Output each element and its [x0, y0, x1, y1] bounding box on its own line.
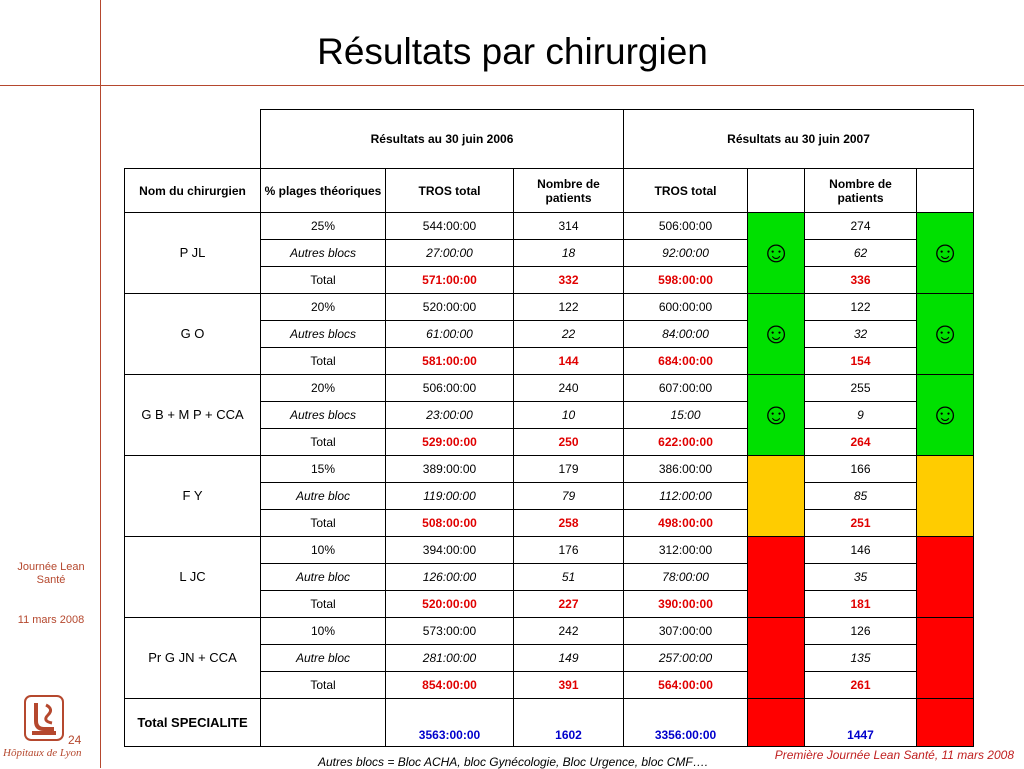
patients-2007-cell: 126: [805, 618, 917, 645]
tros-2007-cell: 257:00:00: [624, 645, 748, 672]
page-number: 24: [68, 733, 82, 747]
tros-2007-cell: 84:00:00: [624, 321, 748, 348]
patients-2007-cell: 274: [805, 213, 917, 240]
tros-2006-cell: 854:00:00: [386, 672, 514, 699]
col-header-patients-2007: Nombre de patients: [805, 169, 917, 213]
patients-2006-cell: 179: [514, 456, 624, 483]
patients-2006-cell: 144: [514, 348, 624, 375]
footer-note: Première Journée Lean Santé, 11 mars 2008: [774, 748, 1014, 762]
tros-2006-cell: 61:00:00: [386, 321, 514, 348]
patients-2007-cell: 62: [805, 240, 917, 267]
tros-2007-cell: 390:00:00: [624, 591, 748, 618]
row-label: Autres blocs: [261, 402, 386, 429]
status-tros-cell: [748, 537, 805, 618]
row-label: Autre bloc: [261, 645, 386, 672]
specialite-patients-2006: 1602: [514, 699, 624, 747]
status-tros-cell: [748, 456, 805, 537]
tros-2007-cell: 622:00:00: [624, 429, 748, 456]
specialite-status-patients: [917, 699, 974, 747]
col-header-status-patients: [917, 169, 974, 213]
patients-2006-cell: 79: [514, 483, 624, 510]
tros-2007-cell: 684:00:00: [624, 348, 748, 375]
status-patients-cell: [917, 618, 974, 699]
surgeon-name: Pr G JN + CCA: [125, 618, 261, 699]
row-label: 10%: [261, 618, 386, 645]
row-label: Total: [261, 348, 386, 375]
specialite-plages-cell: [261, 699, 386, 747]
row-label: 20%: [261, 375, 386, 402]
patients-2006-cell: 391: [514, 672, 624, 699]
status-tros-cell: ☺: [748, 294, 805, 375]
hospital-logo-icon: [24, 695, 64, 741]
tros-2007-cell: 312:00:00: [624, 537, 748, 564]
patients-2007-cell: 181: [805, 591, 917, 618]
row-label: Autres blocs: [261, 321, 386, 348]
row-label: Total: [261, 591, 386, 618]
tros-2006-cell: 394:00:00: [386, 537, 514, 564]
tros-2007-cell: 564:00:00: [624, 672, 748, 699]
patients-2007-cell: 336: [805, 267, 917, 294]
row-label: Total: [261, 510, 386, 537]
table-row: [125, 294, 974, 321]
event-date: 11 mars 2008: [17, 614, 85, 626]
surgeon-name: L JC: [125, 537, 261, 618]
tros-2007-cell: 600:00:00: [624, 294, 748, 321]
tros-2007-cell: 112:00:00: [624, 483, 748, 510]
row-label: 10%: [261, 537, 386, 564]
table-row: [125, 456, 974, 483]
group-header-2006: Résultats au 30 juin 2006: [261, 110, 624, 169]
specialite-total-row: [125, 699, 974, 747]
tros-2007-cell: 78:00:00: [624, 564, 748, 591]
patients-2007-cell: 154: [805, 348, 917, 375]
status-patients-cell: ☺: [917, 375, 974, 456]
patients-2007-cell: 135: [805, 645, 917, 672]
results-table: [124, 109, 974, 747]
row-label: Autre bloc: [261, 564, 386, 591]
event-name: Journée Lean Santé: [17, 561, 85, 586]
patients-2006-cell: 258: [514, 510, 624, 537]
patients-2006-cell: 227: [514, 591, 624, 618]
row-label: Total: [261, 672, 386, 699]
margin-vertical-line: [100, 0, 101, 768]
status-tros-cell: ☺: [748, 375, 805, 456]
surgeon-name: G B + M P + CCA: [125, 375, 261, 456]
header-horizontal-line: [0, 85, 1024, 86]
tros-2006-cell: 573:00:00: [386, 618, 514, 645]
table-row: [125, 618, 974, 645]
tros-2006-cell: 27:00:00: [386, 240, 514, 267]
tros-2006-cell: 389:00:00: [386, 456, 514, 483]
table-row: [125, 537, 974, 564]
tros-2007-cell: 92:00:00: [624, 240, 748, 267]
row-label: 15%: [261, 456, 386, 483]
tros-2007-cell: 598:00:00: [624, 267, 748, 294]
row-label: 25%: [261, 213, 386, 240]
patients-2007-cell: 85: [805, 483, 917, 510]
patients-2006-cell: 149: [514, 645, 624, 672]
col-header-plages: % plages théoriques: [261, 169, 386, 213]
footnote: Autres blocs = Bloc ACHA, bloc Gynécologie, Bloc Urgence, bloc CMF….: [318, 755, 709, 769]
status-tros-cell: [748, 618, 805, 699]
status-tros-cell: ☺: [748, 213, 805, 294]
tros-2006-cell: 119:00:00: [386, 483, 514, 510]
patients-2006-cell: 250: [514, 429, 624, 456]
patients-2007-cell: 122: [805, 294, 917, 321]
status-patients-cell: ☺: [917, 213, 974, 294]
patients-2006-cell: 176: [514, 537, 624, 564]
patients-2006-cell: 10: [514, 402, 624, 429]
col-header-tros-2006: TROS total: [386, 169, 514, 213]
tros-2006-cell: 508:00:00: [386, 510, 514, 537]
tros-2007-cell: 307:00:00: [624, 618, 748, 645]
patients-2006-cell: 332: [514, 267, 624, 294]
tros-2007-cell: 386:00:00: [624, 456, 748, 483]
row-label: Autre bloc: [261, 483, 386, 510]
col-header-patients-2006: Nombre de patients: [514, 169, 624, 213]
patients-2006-cell: 51: [514, 564, 624, 591]
tros-2006-cell: 581:00:00: [386, 348, 514, 375]
tros-2006-cell: 281:00:00: [386, 645, 514, 672]
tros-2006-cell: 506:00:00: [386, 375, 514, 402]
patients-2007-cell: 9: [805, 402, 917, 429]
tros-2007-cell: 506:00:00: [624, 213, 748, 240]
row-label: Total: [261, 429, 386, 456]
tros-2006-cell: 520:00:00: [386, 591, 514, 618]
col-header-tros-2007: TROS total: [624, 169, 748, 213]
col-header-status-2007: [748, 169, 805, 213]
patients-2006-cell: 22: [514, 321, 624, 348]
patients-2006-cell: 18: [514, 240, 624, 267]
patients-2007-cell: 35: [805, 564, 917, 591]
slide-title: Résultats par chirurgien: [317, 31, 708, 72]
surgeon-name: F Y: [125, 456, 261, 537]
tros-2006-cell: 520:00:00: [386, 294, 514, 321]
surgeon-name: P JL: [125, 213, 261, 294]
specialite-label: Total SPECIALITE: [125, 699, 261, 747]
header-blank-cell: [125, 110, 261, 169]
patients-2006-cell: 242: [514, 618, 624, 645]
row-label: Autres blocs: [261, 240, 386, 267]
status-patients-cell: [917, 537, 974, 618]
group-header-2007: Résultats au 30 juin 2007: [624, 110, 974, 169]
patients-2006-cell: 314: [514, 213, 624, 240]
patients-2007-cell: 166: [805, 456, 917, 483]
patients-2007-cell: 32: [805, 321, 917, 348]
tros-2007-cell: 498:00:00: [624, 510, 748, 537]
col-header-name: Nom du chirurgien: [125, 169, 261, 213]
tros-2006-cell: 126:00:00: [386, 564, 514, 591]
patients-2007-cell: 255: [805, 375, 917, 402]
patients-2006-cell: 240: [514, 375, 624, 402]
specialite-tros-2006: 3563:00:00: [386, 699, 514, 747]
patients-2007-cell: 264: [805, 429, 917, 456]
tros-2006-cell: 544:00:00: [386, 213, 514, 240]
row-label: Total: [261, 267, 386, 294]
patients-2007-cell: 251: [805, 510, 917, 537]
tros-2006-cell: 23:00:00: [386, 402, 514, 429]
patients-2006-cell: 122: [514, 294, 624, 321]
table-row: [125, 375, 974, 402]
specialite-tros-2007: 3356:00:00: [624, 699, 748, 747]
status-patients-cell: [917, 456, 974, 537]
tros-2006-cell: 571:00:00: [386, 267, 514, 294]
patients-2007-cell: 261: [805, 672, 917, 699]
specialite-status-tros: [748, 699, 805, 747]
brand-name: Hôpitaux de Lyon: [3, 747, 82, 759]
row-label: 20%: [261, 294, 386, 321]
tros-2006-cell: 529:00:00: [386, 429, 514, 456]
table-row: [125, 213, 974, 240]
surgeon-name: G O: [125, 294, 261, 375]
specialite-patients-2007: 1447: [805, 699, 917, 747]
patients-2007-cell: 146: [805, 537, 917, 564]
tros-2007-cell: 607:00:00: [624, 375, 748, 402]
tros-2007-cell: 15:00: [624, 402, 748, 429]
status-patients-cell: ☺: [917, 294, 974, 375]
